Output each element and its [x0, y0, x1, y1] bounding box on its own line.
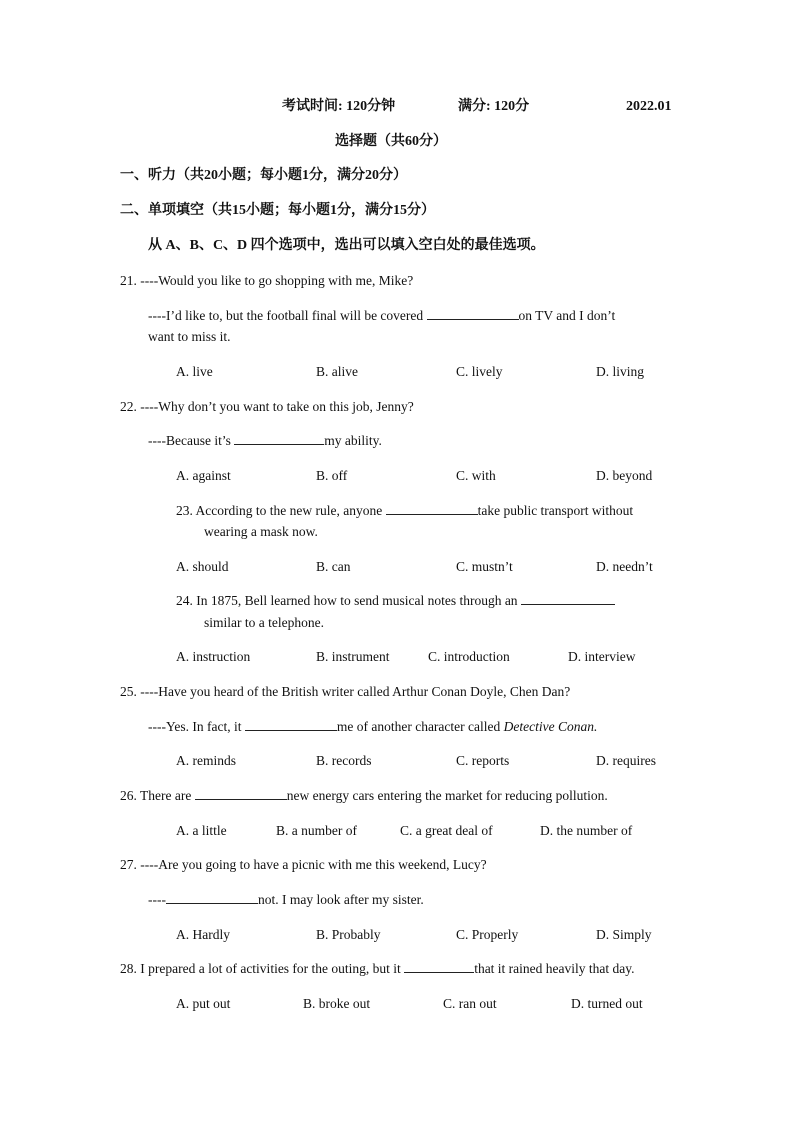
question-22-text-a: ----Because it’s	[148, 433, 231, 448]
answer-blank	[386, 502, 478, 515]
question-24-text: 24. In 1875, Bell learned how to send musical notes through an	[176, 593, 518, 608]
part-two-heading: 二、单项填空（共15小题；每小题1分，满分15分）	[120, 203, 435, 218]
answer-blank	[166, 891, 258, 904]
option-d[interactable]: D. Simply	[596, 927, 652, 942]
option-c[interactable]: C. introduction	[428, 649, 510, 664]
exam-date: 2022.01	[626, 99, 672, 114]
question-26-text-a: 26. There are	[120, 788, 192, 803]
option-b[interactable]: B. alive	[316, 364, 358, 379]
option-a[interactable]: A. should	[176, 559, 229, 574]
question-22-prompt: 22. ----Why don’t you want to take on this job, Jenny?	[120, 399, 414, 414]
option-d[interactable]: D. requires	[596, 753, 656, 768]
question-21-text-a: ----I’d like to, but the football final will be covered	[148, 308, 424, 323]
option-c[interactable]: C. with	[456, 468, 496, 483]
option-b[interactable]: B. broke out	[303, 996, 371, 1011]
option-b[interactable]: B. off	[316, 468, 348, 483]
option-d[interactable]: D. living	[596, 364, 645, 379]
option-a[interactable]: A. Hardly	[176, 927, 230, 942]
question-28-prompt	[120, 960, 635, 978]
question-25-title: Detective Conan.	[503, 719, 598, 734]
question-25-text-b: me of another character called	[336, 719, 501, 734]
option-c[interactable]: C. reports	[456, 753, 510, 768]
option-b[interactable]: B. a number of	[276, 823, 357, 838]
question-23-text-b: take public transport without	[477, 503, 634, 518]
question-27-line	[148, 891, 424, 909]
question-28-text-a: 28. I prepared a lot of activities for the outing, but it	[120, 961, 401, 976]
question-26-text-b: new energy cars entering the market for reducing pollution.	[286, 788, 608, 803]
question-25-prompt: 25. ----Have you heard of the British writer called Arthur Conan Doyle, Chen Dan?	[120, 684, 571, 699]
option-c[interactable]: C. lively	[456, 364, 503, 379]
question-23-prompt	[176, 502, 633, 520]
question-22-text-b: my ability.	[324, 433, 382, 448]
exam-time: 考试时间: 120分钟	[282, 99, 396, 114]
option-d[interactable]: D. beyond	[596, 468, 653, 483]
question-23-text-a: 23. According to the new rule, anyone	[176, 503, 383, 518]
question-21-text-b: on TV and I don’t	[518, 308, 616, 323]
option-a[interactable]: A. live	[176, 364, 213, 379]
option-d[interactable]: D. interview	[568, 649, 636, 664]
question-27-text-a: ----	[148, 892, 166, 907]
option-c[interactable]: C. Properly	[456, 927, 519, 942]
question-27-text-b: not. I may look after my sister.	[257, 892, 424, 907]
question-26-prompt	[120, 787, 608, 805]
answer-blank	[245, 718, 337, 731]
instruction-text: 从 A、B、C、D 四个选项中，选出可以填入空白处的最佳选项。	[148, 238, 545, 253]
question-22-line	[148, 432, 382, 450]
option-a[interactable]: A. reminds	[176, 753, 236, 768]
question-27-prompt: 27. ----Are you going to have a picnic with me this weekend, Lucy?	[120, 857, 487, 872]
question-28-text-b: that it rained heavily that day.	[474, 961, 635, 976]
option-a[interactable]: A. a little	[176, 823, 227, 838]
option-b[interactable]: B. instrument	[316, 649, 390, 664]
option-b[interactable]: B. records	[316, 753, 372, 768]
option-d[interactable]: D. turned out	[571, 996, 643, 1011]
answer-blank	[234, 432, 324, 445]
question-25-line	[148, 718, 597, 736]
question-24-continuation: similar to a telephone.	[204, 615, 324, 630]
option-c[interactable]: C. a great deal of	[400, 823, 493, 838]
full-score: 满分: 120分	[458, 99, 530, 114]
question-21-line	[148, 307, 615, 325]
option-d[interactable]: D. the number of	[540, 823, 633, 838]
question-23-continuation: wearing a mask now.	[204, 524, 318, 539]
option-b[interactable]: B. Probably	[316, 927, 381, 942]
section-title: 选择题（共60分）	[335, 134, 447, 149]
option-c[interactable]: C. ran out	[443, 996, 497, 1011]
option-c[interactable]: C. mustn’t	[456, 559, 513, 574]
option-d[interactable]: D. needn’t	[596, 559, 653, 574]
question-21-continuation: want to miss it.	[148, 329, 231, 344]
answer-blank	[195, 787, 287, 800]
option-a[interactable]: A. against	[176, 468, 231, 483]
question-25-text-a: ----Yes. In fact, it	[148, 719, 242, 734]
option-b[interactable]: B. can	[316, 559, 351, 574]
question-24-prompt	[176, 592, 615, 610]
answer-blank	[521, 592, 615, 605]
option-a[interactable]: A. put out	[176, 996, 231, 1011]
part-one-heading: 一、听力（共20小题；每小题1分，满分20分）	[120, 168, 407, 183]
question-21-prompt: 21. ----Would you like to go shopping with me, Mike?	[120, 273, 414, 288]
option-a[interactable]: A. instruction	[176, 649, 251, 664]
answer-blank	[427, 307, 519, 320]
answer-blank	[404, 960, 474, 973]
